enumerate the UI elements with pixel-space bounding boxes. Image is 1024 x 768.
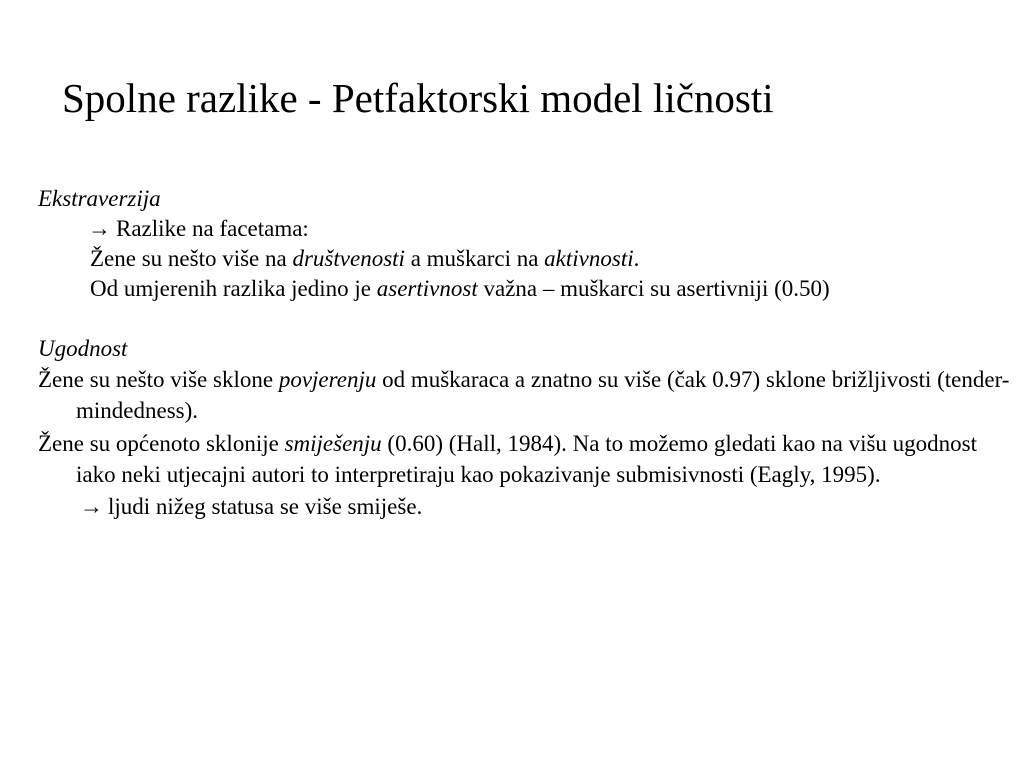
ekstraverzija-line-2 xyxy=(38,244,1018,274)
text-segment: Žene su nešto više sklone xyxy=(38,367,279,392)
ugodnost-conclusion xyxy=(38,492,1018,522)
facets-label: Razlike na facetama: xyxy=(116,216,309,241)
text-segment: od muškaraca a znatno su više (čak 0.97) sklone brižljivosti (tender-mindedness). xyxy=(76,367,1010,423)
arrow-right-icon: → xyxy=(88,216,111,241)
conclusion-text: ljudi nižeg statusa se više smiješe. xyxy=(108,494,423,519)
slide-content xyxy=(38,184,1018,522)
text-segment: . xyxy=(633,246,640,271)
emphasis-povjerenju: povjerenju xyxy=(278,367,377,392)
emphasis-smijesenju: smiješenju xyxy=(284,431,382,456)
emphasis-asertivnost: asertivnost xyxy=(376,276,478,301)
arrow-right-icon: → xyxy=(80,494,103,519)
text-segment: Od umjerenih razlika jedino je xyxy=(90,276,377,301)
slide-title: Spolne razlike - Petfaktorski model ličnosti xyxy=(62,75,774,121)
facets-line xyxy=(38,214,1018,244)
section-heading-ekstraverzija: Ekstraverzija xyxy=(38,186,161,211)
spacer xyxy=(38,304,1018,334)
text-segment: a muškarci na xyxy=(404,246,545,271)
emphasis-drustvenosti: društvenosti xyxy=(292,246,405,271)
text-segment: važna – muškarci su asertivniji (0.50) xyxy=(477,276,830,301)
emphasis-aktivnosti: aktivnosti xyxy=(544,246,634,271)
section-heading-ugodnost: Ugodnost xyxy=(38,336,128,361)
ekstraverzija-line-3 xyxy=(38,274,1018,304)
text-segment: Žene su općenoto sklonije xyxy=(38,431,285,456)
ugodnost-paragraph-1 xyxy=(38,364,1018,426)
text-segment: (0.60) (Hall, 1984). Na to možemo gledati kao na višu ugodnost iako neki utjecajni autori to interpretiraju kao pokazivanje submisivnosti (Eagly, 1995). xyxy=(76,431,977,487)
ugodnost-paragraph-2 xyxy=(38,428,1018,490)
text-segment: Žene su nešto više na xyxy=(90,246,293,271)
